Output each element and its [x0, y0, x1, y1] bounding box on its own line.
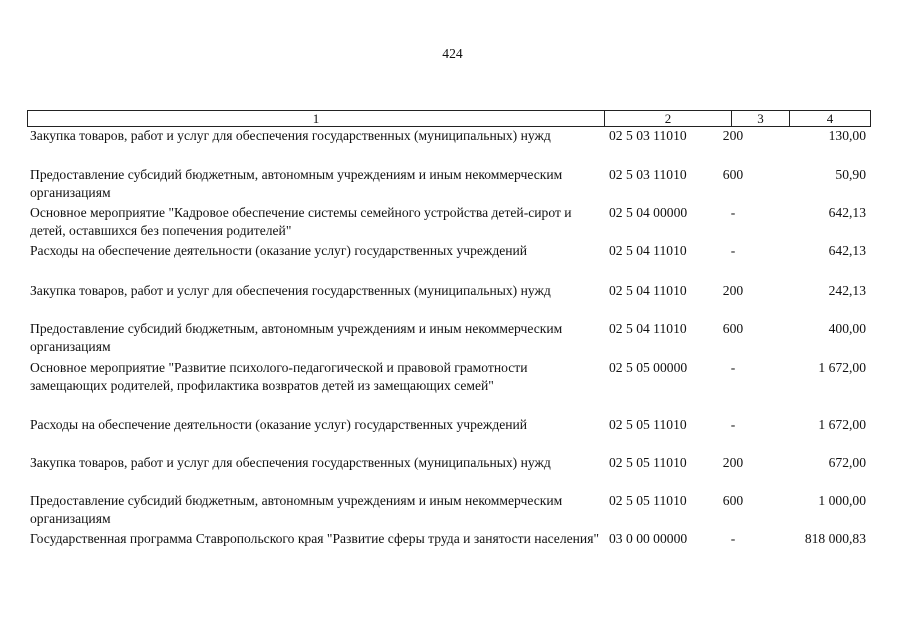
row-description: Расходы на обеспечение деятельности (оказание услуг) государственных учреждений: [30, 417, 528, 432]
header-col-4: 4: [826, 111, 834, 126]
row-code: 02 5 04 00000: [609, 205, 688, 220]
row-amount: 642,13: [828, 205, 866, 220]
row-description: Расходы на обеспечение деятельности (оказание услуг) государственных учреждений: [30, 243, 528, 258]
row-code: 02 5 03 11010: [609, 128, 687, 143]
row-expense-type: -: [730, 417, 736, 432]
row-amount: 1 000,00: [818, 493, 866, 508]
row-description: Предоставление субсидий бюджетным, автономным учреждениям и иным некоммерческим организациям: [30, 493, 563, 526]
row-description: Основное мероприятие "Развитие психолого-педагогической и правовой грамотности замещающих родителей, профилактика возвратов детей из замещающих семей": [30, 360, 528, 393]
row-code: 02 5 05 11010: [609, 455, 687, 470]
row-code: 02 5 04 11010: [609, 283, 687, 298]
row-amount: 1 672,00: [818, 360, 866, 375]
row-expense-type: 200: [722, 283, 744, 298]
row-amount: 672,00: [828, 455, 866, 470]
row-expense-type: 600: [722, 493, 744, 508]
row-code: 02 5 04 11010: [609, 243, 687, 258]
row-amount: 50,90: [835, 167, 866, 182]
row-expense-type: -: [730, 360, 736, 375]
row-expense-type: 200: [722, 128, 744, 143]
row-description: Предоставление субсидий бюджетным, автономным учреждениям и иным некоммерческим организациям: [30, 321, 563, 354]
row-code: 02 5 04 11010: [609, 321, 687, 336]
row-description: Закупка товаров, работ и услуг для обеспечения государственных (муниципальных) нужд: [30, 455, 551, 470]
row-description: Основное мероприятие "Кадровое обеспечение системы семейного устройства детей-сирот и детей, оставшихся без попечения родителей": [30, 205, 572, 238]
row-description: Закупка товаров, работ и услуг для обеспечения государственных (муниципальных) нужд: [30, 128, 551, 143]
row-amount: 400,00: [828, 321, 866, 336]
row-description: Государственная программа Ставропольского края "Развитие сферы труда и занятости населения": [30, 531, 600, 546]
row-code: 03 0 00 00000: [609, 531, 688, 546]
row-expense-type: -: [730, 531, 736, 546]
row-code: 02 5 03 11010: [609, 167, 687, 182]
header-col-2: 2: [605, 111, 732, 126]
row-amount: 818 000,83: [804, 531, 866, 546]
row-expense-type: 600: [722, 321, 744, 336]
row-code: 02 5 05 11010: [609, 493, 687, 508]
header-col-1: 1: [28, 111, 605, 126]
row-code: 02 5 05 00000: [609, 360, 688, 375]
header-col-3: 3: [732, 111, 790, 126]
row-amount: 130,00: [828, 128, 866, 143]
row-expense-type: -: [730, 243, 736, 258]
row-amount: 1 672,00: [818, 417, 866, 432]
row-amount: 642,13: [828, 243, 866, 258]
page-number: 424: [442, 46, 463, 61]
row-description: Предоставление субсидий бюджетным, автономным учреждениям и иным некоммерческим организациям: [30, 167, 563, 200]
row-expense-type: 200: [722, 455, 744, 470]
row-code: 02 5 05 11010: [609, 417, 687, 432]
row-description: Закупка товаров, работ и услуг для обеспечения государственных (муниципальных) нужд: [30, 283, 551, 298]
row-expense-type: 600: [722, 167, 744, 182]
table-header: [27, 110, 871, 127]
row-expense-type: -: [730, 205, 736, 220]
row-amount: 242,13: [828, 283, 866, 298]
